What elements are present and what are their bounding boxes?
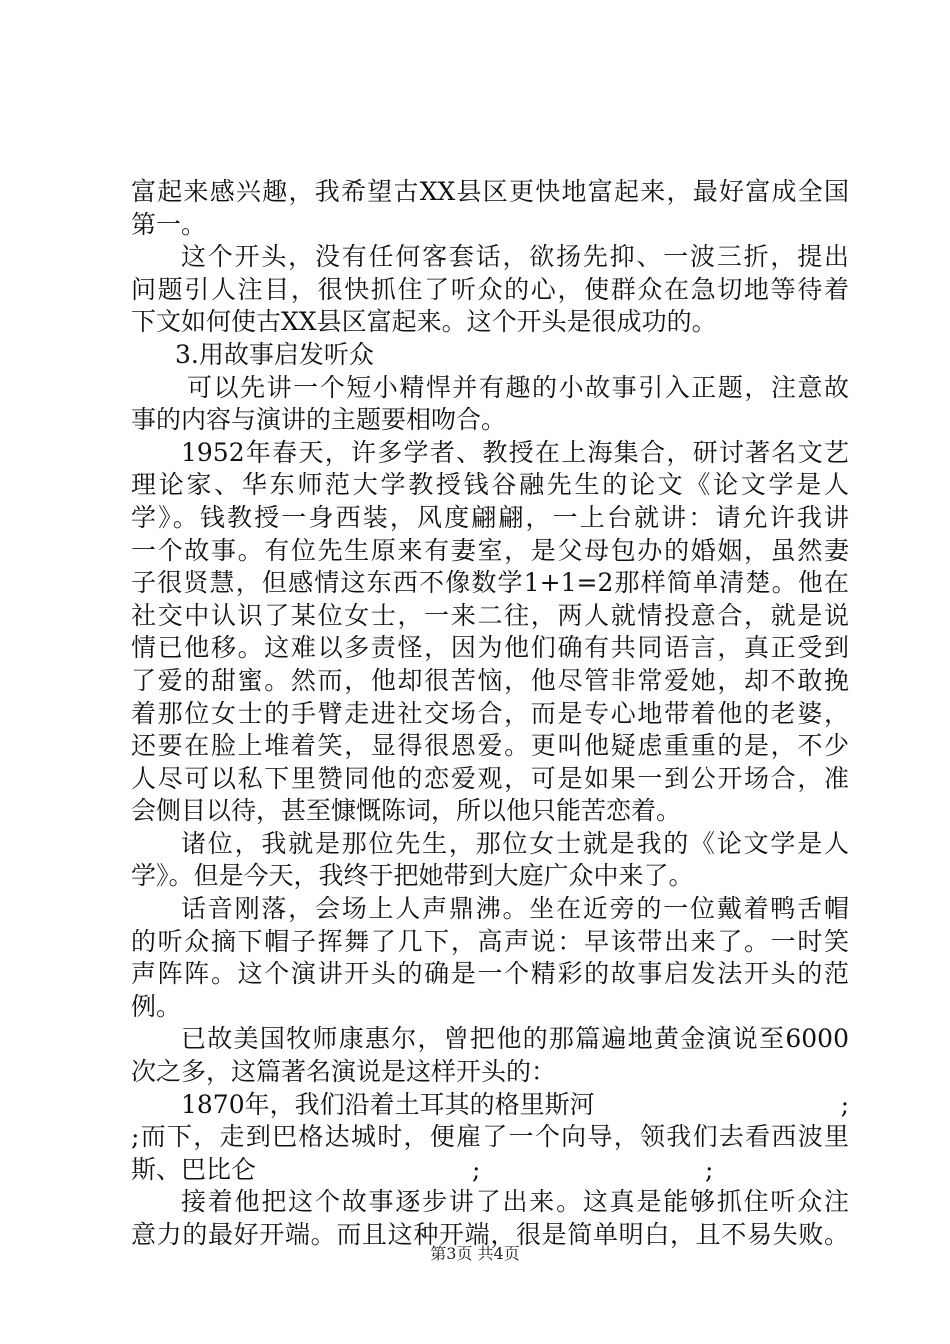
- text-line: ;而下，走到巴格达城时，便雇了一个向导，领我们去看西波里: [131, 1122, 849, 1152]
- text-line: 已故美国牧师康惠尔，曾把他的那篇遍地黄金演说至6000: [181, 1024, 849, 1054]
- text-line: 问题引人注目，很快抓住了听众的心，使群众在急切地等待着: [131, 274, 849, 304]
- text-line: 次之多，这篇著名演说是这样开头的：: [131, 1057, 557, 1087]
- text-line: 诸位，我就是那位先生，那位女士就是我的《论文学是人: [181, 828, 849, 858]
- text-line: 可以先讲一个短小精悍并有趣的小故事引入正题，注意故: [187, 372, 849, 402]
- text-line-split: [131, 1154, 849, 1187]
- text-line-split: [131, 1089, 849, 1122]
- text-line: 富起来感兴趣，我希望古XX县区更快地富起来，最好富成全国: [131, 177, 849, 206]
- text-line: 意力的最好开端。而且这种开端，很是简单明白，且不易失败。: [131, 1220, 849, 1249]
- text-fragment: 斯、巴比仑: [131, 1154, 257, 1184]
- text-line: 接着他把这个故事逐步讲了出来。这真是能够抓住听众注: [181, 1187, 849, 1217]
- text-line: 第一。: [131, 209, 207, 239]
- semicolon-fragment: ;: [705, 1154, 714, 1184]
- text-line: 学》。但是今天，我终于把她带到大庭广众中来了。: [131, 861, 694, 891]
- text-line: 会侧目以待，甚至慷慨陈词，所以他只能苦恋着。: [131, 796, 682, 826]
- semicolon-fragment: ;: [840, 1089, 849, 1119]
- text-line: 学》。钱教授一身西装，风度翩翩，一上台就讲：请允许我讲: [131, 502, 849, 532]
- text-line: 事的内容与演讲的主题要相吻合。: [131, 405, 507, 435]
- text-line: 例。: [131, 991, 182, 1021]
- text-line: 着那位女士的手臂走进社交场合，而是专心地带着他的老婆，: [131, 698, 849, 728]
- text-line: 社交中认识了某位女士，一来二往，两人就情投意合，就是说: [131, 600, 849, 630]
- body-text: [131, 176, 849, 1252]
- text-line: 理论家、华东师范大学教授钱谷融先生的论文《论文学是人: [131, 470, 849, 500]
- semicolon-fragment: ;: [472, 1154, 481, 1184]
- text-line: 这个开头，没有任何客套话，欲扬先抑、一波三折，提出: [181, 242, 849, 272]
- text-line: 人尽可以私下里赞同他的恋爱观，可是如果一到公开场合，准: [131, 763, 849, 793]
- text-line: 了爱的甜蜜。然而，他却很苦恼，他尽管非常爱她，却不敢挽: [131, 665, 849, 695]
- text-line: 话音刚落，会场上人声鼎沸。坐在近旁的一位戴着鸭舌帽: [181, 894, 849, 924]
- text-line: 还要在脸上堆着笑，显得很恩爱。更叫他疑虑重重的是，不少: [131, 731, 849, 761]
- text-line: 一个故事。有位先生原来有妻室，是父母包办的婚姻，虽然妻: [131, 535, 849, 565]
- section-heading: 3.用故事启发听众: [175, 339, 374, 369]
- text-line: 1952年春天，许多学者、教授在上海集合，研讨著名文艺: [181, 437, 849, 467]
- text-line: 子很贤慧，但感情这东西不像数学1+1=2那样简单清楚。他在: [131, 568, 849, 598]
- text-fragment: 1870年，我们沿着土耳其的格里斯河: [181, 1089, 595, 1119]
- text-line: 声阵阵。这个演讲开头的确是一个精彩的故事启发法开头的范: [131, 959, 849, 989]
- page-footer: 第3页 共4页: [430, 1244, 520, 1263]
- text-line: 的听众摘下帽子挥舞了几下，高声说：早该带出来了。一时笑: [131, 926, 849, 956]
- text-line: 下文如何使古XX县区富起来。这个开头是很成功的。: [131, 307, 717, 337]
- text-line: 情已他移。这难以多责怪，因为他们确有共同语言，真正受到: [131, 633, 849, 663]
